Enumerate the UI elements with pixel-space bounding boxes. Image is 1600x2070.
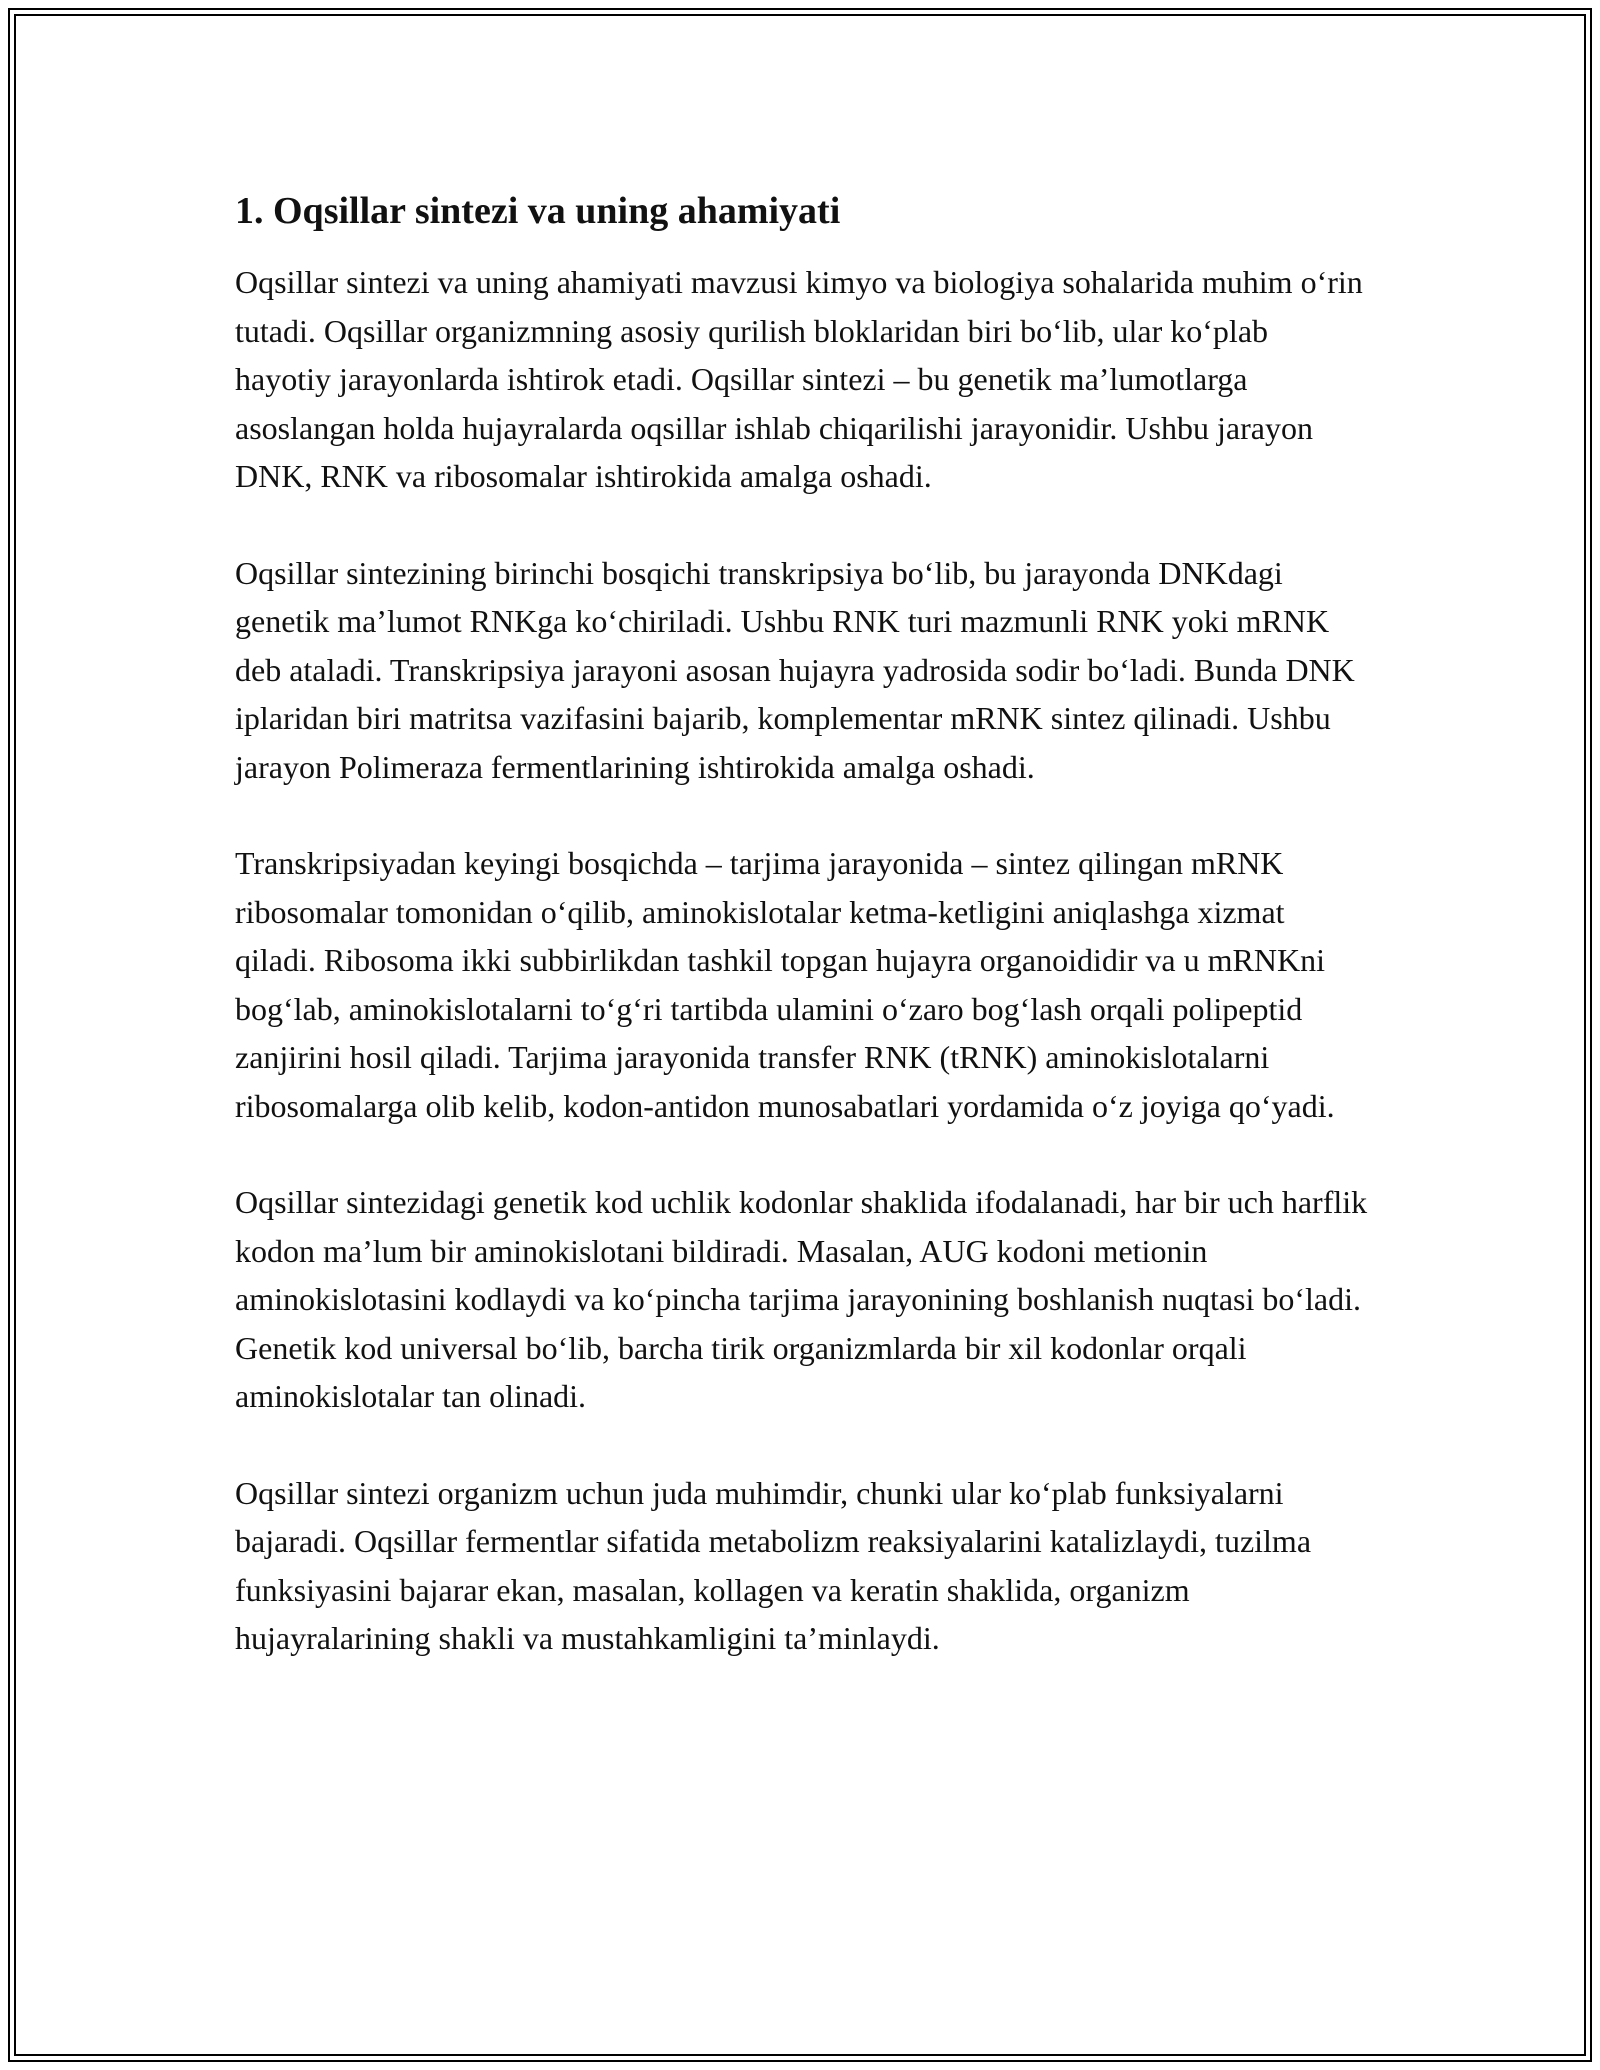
paragraph-genetic-code: Oqsillar sintezidagi genetik kod uchlik kodonlar shaklida ifodalanadi, har bir uch harflik kodon ma’lum bir aminokislotani bildiradi. Masalan, AUG kodoni metionin aminokislotasini kodlaydi va ko‘pincha tarjima jarayonining boshlanish nuqtasi bo‘ladi. Genetik kod universal bo‘lib, barcha tirik organizmlarda bir xil kodonlar orqali aminokislotalar tan olinadi. — [235, 1184, 1368, 1414]
paragraph-translation: Transkripsiyadan keyingi bosqichda – tarjima jarayonida – sintez qilingan mRNK ribosomalar tomonidan o‘qilib, aminokislotalar ketma-ketligini aniqlashga xizmat qiladi. Ribosoma ikki subbirlikdan tashkil topgan hujayra organoididir va u mRNKni bog‘lab, aminokislotalarni to‘g‘ri tartibda ulamini o‘zaro bog‘lash orqali polipeptid zanjirini hosil qiladi. Tarjima jarayonida transfer RNK (tRNK) aminokislotalarni ribosomalarga olib kelib, kodon-antidon munosabatlari yordamida o‘z joyiga qo‘yadi. — [235, 845, 1335, 1124]
section-title: 1. Oqsillar sintezi va uning ahamiyati — [235, 190, 841, 232]
paragraph-importance: Oqsillar sintezi organizm uchun juda muhimdir, chunki ular ko‘plab funksiyalarni bajaradi. Oqsillar fermentlar sifatida metabolizm reaksiyalarini katalizlaydi, tuzilma funksiyasini bajarar ekan, masalan, kollagen va keratin shaklida, organizm hujayralarining shakli va mustahkamligini ta’minlaydi. — [235, 1474, 1312, 1656]
paragraph-intro: Oqsillar sintezi va uning ahamiyati mavzusi kimyo va biologiya sohalarida muhim o‘rin tutadi. Oqsillar organizmning asosiy qurilish bloklaridan biri bo‘lib, ular ko‘plab hayotiy jarayonlarda ishtirok etadi. Oqsillar sintezi – bu genetik ma’lumotlarga asoslangan holda hujayralarda oqsillar ishlab chiqarilishi jarayonidir. Ushbu jarayon DNK, RNK va ribosomalar ishtirokida amalga oshadi. — [235, 264, 1363, 494]
document-body — [235, 186, 1370, 1711]
paragraph-transcription: Oqsillar sintezining birinchi bosqichi transkripsiya bo‘lib, bu jarayonda DNKdagi genetik ma’lumot RNKga ko‘chiriladi. Ushbu RNK turi mazmunli RNK yoki mRNK deb ataladi. Transkripsiya jarayoni asosan hujayra yadrosida sodir bo‘ladi. Bunda DNK iplaridan biri matritsa vazifasini bajarib, komplementar mRNK sintez qilinadi. Ushbu jarayon Polimeraza fermentlarining ishtirokida amalga oshadi. — [235, 554, 1355, 785]
